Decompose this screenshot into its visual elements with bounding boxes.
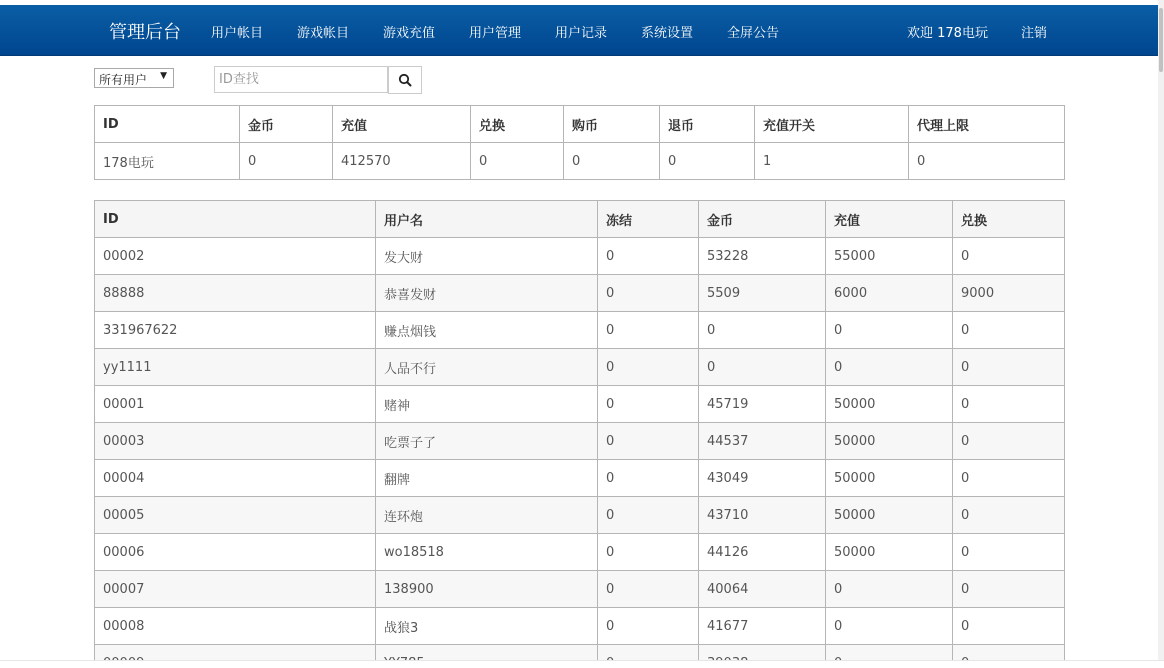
user-table-row[interactable]	[95, 497, 1065, 534]
user-table-cell: 连环炮	[376, 497, 598, 534]
user-table-cell: 0	[953, 312, 1065, 349]
user-table-cell: 0	[826, 571, 953, 608]
user-table-cell: 0	[953, 423, 1065, 460]
nav-user-records[interactable]: 用户记录	[555, 26, 608, 41]
scrollbar-thumb[interactable]	[1159, 8, 1163, 72]
user-table-header-cell: ID	[95, 201, 376, 238]
user-table-cell: 50000	[826, 386, 953, 423]
user-table-cell: 人品不行	[376, 349, 598, 386]
user-list-table	[94, 200, 1065, 668]
user-table-header-cell: 充值	[826, 201, 953, 238]
user-table-cell: 0	[953, 349, 1065, 386]
user-table-row[interactable]	[95, 608, 1065, 645]
user-table-cell: 0	[598, 312, 699, 349]
user-table-cell: 0	[598, 275, 699, 312]
welcome-user[interactable]: 欢迎 178电玩	[907, 26, 988, 41]
nav-game-accounts[interactable]: 游戏帐目	[297, 26, 350, 41]
user-table-row[interactable]	[95, 460, 1065, 497]
user-table-cell: 0	[826, 312, 953, 349]
logout-link[interactable]: 注销	[1021, 26, 1048, 41]
user-table-cell: 0	[953, 497, 1065, 534]
user-table-cell: 00001	[95, 386, 376, 423]
search-button[interactable]	[388, 66, 422, 94]
user-table-cell: 40064	[699, 571, 826, 608]
user-table-cell: 0	[598, 571, 699, 608]
user-table-cell: 50000	[826, 423, 953, 460]
user-table-row[interactable]	[95, 386, 1065, 423]
summary-value-cell: 0	[660, 143, 755, 180]
summary-value-cell: 0	[240, 143, 333, 180]
user-table-cell: 0	[598, 534, 699, 571]
user-table-cell: 5509	[699, 275, 826, 312]
user-table-row[interactable]	[95, 423, 1065, 460]
dropdown-caret-icon: ▼	[160, 71, 167, 81]
nav-game-recharge[interactable]: 游戏充值	[383, 26, 436, 41]
user-table-cell: 0	[598, 608, 699, 645]
account-summary-table	[94, 105, 1065, 180]
summary-value-row	[95, 143, 1065, 180]
summary-value-cell: 178电玩	[95, 143, 240, 180]
user-table-cell: 发大财	[376, 238, 598, 275]
user-table-header-cell: 冻结	[598, 201, 699, 238]
user-table-cell: 00002	[95, 238, 376, 275]
user-table-cell: 50000	[826, 534, 953, 571]
id-search-input[interactable]	[214, 66, 388, 93]
user-table-cell: 43049	[699, 460, 826, 497]
summary-value-cell: 0	[909, 143, 1065, 180]
user-table-row[interactable]	[95, 571, 1065, 608]
user-table-row[interactable]	[95, 275, 1065, 312]
user-table-cell: 138900	[376, 571, 598, 608]
user-table-header-cell: 用户名	[376, 201, 598, 238]
user-table-cell: 6000	[826, 275, 953, 312]
user-table-cell: 0	[598, 238, 699, 275]
summary-header-cell: 退币	[660, 106, 755, 143]
user-table-cell: 0	[953, 386, 1065, 423]
user-table-cell: 00006	[95, 534, 376, 571]
top-navbar	[0, 5, 1158, 56]
user-table-cell: 战狼3	[376, 608, 598, 645]
brand-title[interactable]: 管理后台	[109, 22, 181, 43]
summary-value-cell: 1	[755, 143, 909, 180]
summary-header-cell: 代理上限	[909, 106, 1065, 143]
user-table-cell: yy1111	[95, 349, 376, 386]
user-table-row[interactable]	[95, 534, 1065, 571]
user-table-cell: 44126	[699, 534, 826, 571]
summary-value-cell: 0	[471, 143, 564, 180]
user-table-cell: 50000	[826, 497, 953, 534]
user-table-cell: 0	[598, 460, 699, 497]
summary-value-cell: 0	[564, 143, 660, 180]
page-scrollbar[interactable]	[1158, 0, 1164, 668]
user-table-header-cell: 兑换	[953, 201, 1065, 238]
user-table-cell: 0	[598, 349, 699, 386]
user-table-row[interactable]	[95, 238, 1065, 275]
user-table-cell: 0	[598, 497, 699, 534]
user-table-cell: 0	[826, 608, 953, 645]
user-table-cell: 0	[598, 423, 699, 460]
user-table-cell: 43710	[699, 497, 826, 534]
user-table-cell: 00005	[95, 497, 376, 534]
user-table-cell: 41677	[699, 608, 826, 645]
user-table-cell: 0	[699, 349, 826, 386]
status-strip	[0, 660, 1164, 668]
user-table-row[interactable]	[95, 312, 1065, 349]
search-icon	[389, 67, 421, 93]
user-filter-select[interactable]	[94, 68, 174, 88]
user-table-cell: 00004	[95, 460, 376, 497]
user-table-cell: 55000	[826, 238, 953, 275]
user-table-cell: 0	[953, 571, 1065, 608]
summary-value-cell: 412570	[333, 143, 471, 180]
nav-fullscreen-notice[interactable]: 全屏公告	[727, 26, 780, 41]
user-table-cell: 翻牌	[376, 460, 598, 497]
user-table-cell: 44537	[699, 423, 826, 460]
summary-header-cell: 充值	[333, 106, 471, 143]
user-table-cell: 00008	[95, 608, 376, 645]
user-table-header-row	[95, 201, 1065, 238]
user-table-cell: 吃票子了	[376, 423, 598, 460]
summary-header-cell: 充值开关	[755, 106, 909, 143]
user-table-cell: 赚点烟钱	[376, 312, 598, 349]
summary-header-cell: 购币	[564, 106, 660, 143]
user-table-cell: 0	[699, 312, 826, 349]
user-table-row[interactable]	[95, 349, 1065, 386]
user-table-cell: 0	[953, 460, 1065, 497]
user-table-cell: wo18518	[376, 534, 598, 571]
user-table-cell: 0	[953, 238, 1065, 275]
user-table-cell: 45719	[699, 386, 826, 423]
nav-user-accounts[interactable]: 用户帐目	[211, 26, 264, 41]
user-table-header-cell: 金币	[699, 201, 826, 238]
user-table-cell: 赌神	[376, 386, 598, 423]
user-table-cell: 恭喜发财	[376, 275, 598, 312]
user-table-cell: 00007	[95, 571, 376, 608]
user-table-cell: 00003	[95, 423, 376, 460]
user-filter-value: 所有用户	[99, 73, 148, 87]
summary-header-cell: 金币	[240, 106, 333, 143]
user-table-cell: 0	[953, 608, 1065, 645]
nav-user-management[interactable]: 用户管理	[469, 26, 522, 41]
user-table-cell: 88888	[95, 275, 376, 312]
summary-header-cell: 兑换	[471, 106, 564, 143]
user-table-cell: 50000	[826, 460, 953, 497]
user-table-cell: 0	[953, 534, 1065, 571]
user-table-cell: 9000	[953, 275, 1065, 312]
user-table-cell: 53228	[699, 238, 826, 275]
summary-header-row	[95, 106, 1065, 143]
summary-header-cell: ID	[95, 106, 240, 143]
nav-system-settings[interactable]: 系统设置	[641, 26, 694, 41]
user-table-cell: 0	[826, 349, 953, 386]
user-table-cell: 331967622	[95, 312, 376, 349]
user-table-cell: 0	[598, 386, 699, 423]
